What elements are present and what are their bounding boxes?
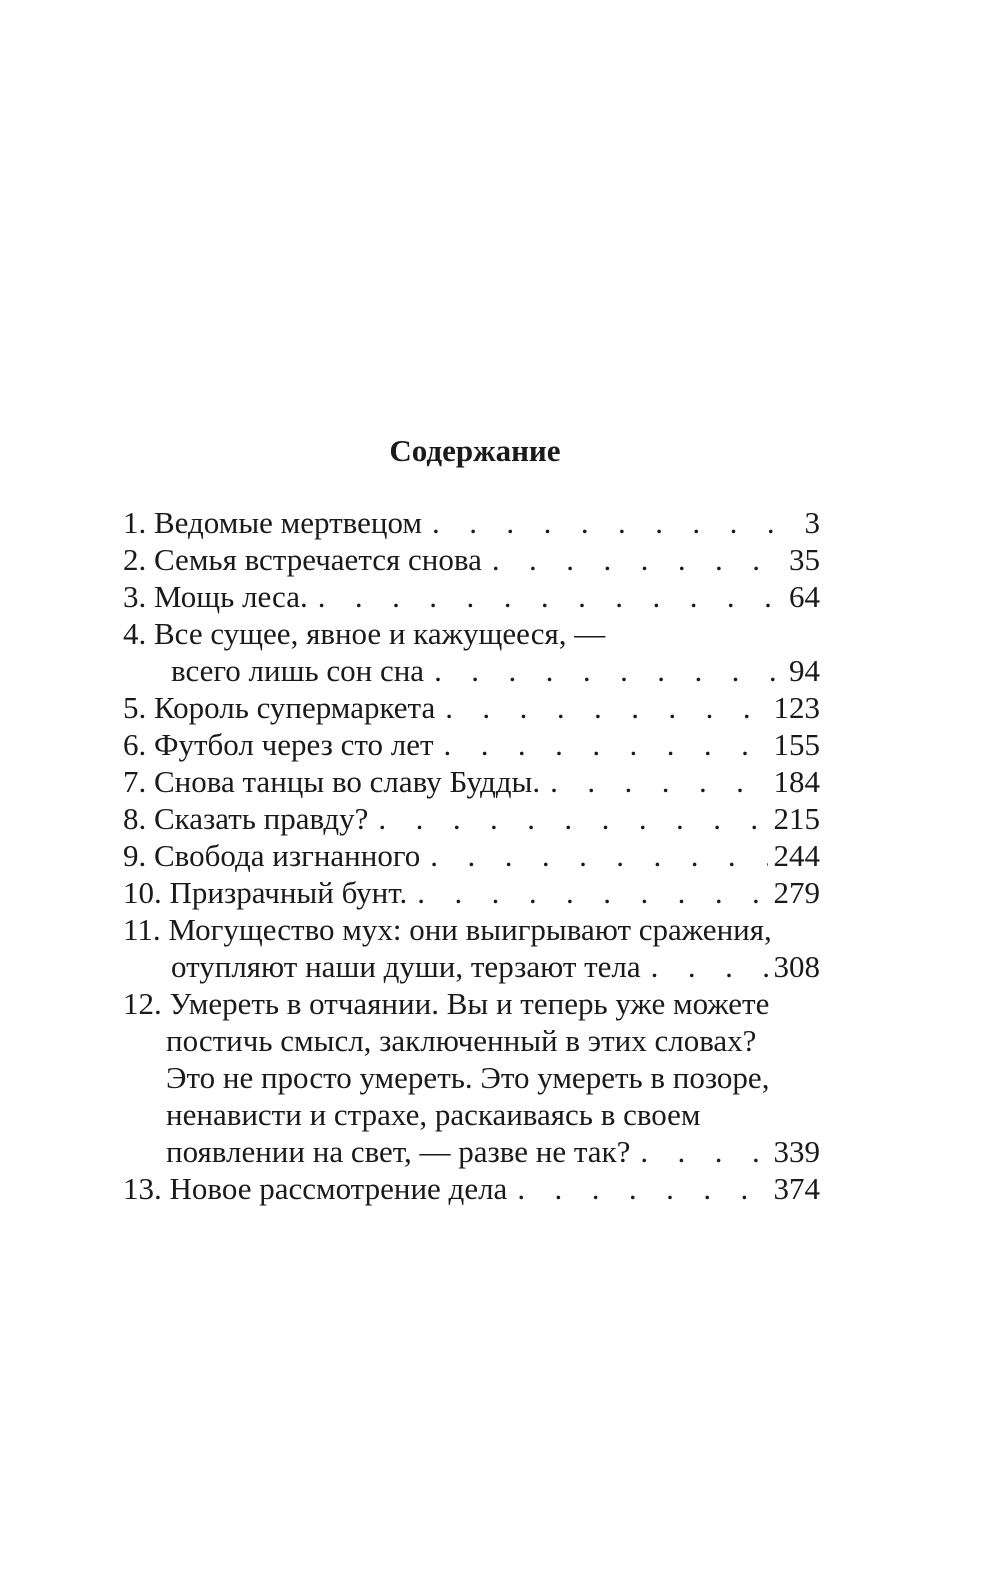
toc-entry-10 xyxy=(123,874,820,911)
toc-entry-12-continuation xyxy=(123,1133,820,1170)
toc-entry-page: 279 xyxy=(773,875,820,910)
dot-leader xyxy=(517,1170,767,1207)
toc-entry-title: 8. Сказать правду? xyxy=(123,801,369,836)
toc-entry-title: 12. Умереть в отчаянии. Вы и теперь уже можете xyxy=(123,986,770,1021)
toc-entry-8 xyxy=(123,800,820,837)
toc-entry-title: 10. Призрачный бунт. xyxy=(123,875,408,910)
toc-entry-3 xyxy=(123,578,820,615)
toc-entry-5 xyxy=(123,689,820,726)
toc-entry-7 xyxy=(123,763,820,800)
toc-entry-title-continuation: Это не просто умереть. Это умереть в позоре, xyxy=(166,1060,770,1095)
toc-entry-page: 3 xyxy=(804,505,820,540)
toc-entry-page: 374 xyxy=(773,1171,820,1206)
toc-entry-page: 35 xyxy=(789,542,820,577)
dot-leader xyxy=(318,578,783,615)
toc-entry-page: 64 xyxy=(789,579,820,614)
toc-entry-page: 155 xyxy=(773,727,820,762)
dot-leader xyxy=(550,763,767,800)
dot-leader xyxy=(417,874,767,911)
toc-entry-12-continuation xyxy=(123,1096,820,1133)
toc-entry-title-continuation: постичь смысл, заключенный в этих словах? xyxy=(166,1023,757,1058)
dot-leader xyxy=(432,504,798,541)
page-title: Содержание xyxy=(389,433,561,468)
toc-entry-title-continuation: отупляют наши души, терзают тела xyxy=(171,949,641,984)
toc-entry-title: 1. Ведомые мертвецом xyxy=(123,505,423,540)
toc-entry-title: 3. Мощь леса. xyxy=(123,579,308,614)
dot-leader xyxy=(445,689,767,726)
toc-entry-9 xyxy=(123,837,820,874)
toc-entry-12 xyxy=(123,985,820,1022)
toc-entry-1 xyxy=(123,504,820,541)
toc-entry-page: 94 xyxy=(789,653,820,688)
toc-entry-title: 11. Могущество мух: они выигрывают сражения, xyxy=(123,912,772,947)
toc-entry-11-continuation xyxy=(123,948,820,985)
toc-entry-title: 4. Все сущее, явное и кажущееся, — xyxy=(123,616,606,651)
toc-entry-title-continuation: ненависти и страхе, раскаиваясь в своем xyxy=(166,1097,701,1132)
toc-entry-title: 6. Футбол через сто лет xyxy=(123,727,434,762)
toc-entry-title: 7. Снова танцы во славу Будды. xyxy=(123,764,541,799)
dot-leader xyxy=(434,652,783,689)
toc-entry-page: 215 xyxy=(773,801,820,836)
dot-leader xyxy=(430,837,767,874)
toc-entry-title-continuation: всего лишь сон сна xyxy=(171,653,425,688)
toc-entry-4 xyxy=(123,615,820,652)
toc-entry-12-continuation xyxy=(123,1022,820,1059)
toc-entry-6 xyxy=(123,726,820,763)
toc-entry-title: 5. Король супермаркета xyxy=(123,690,436,725)
toc-entry-page: 123 xyxy=(773,690,820,725)
toc-entry-title: 9. Свобода изгнанного xyxy=(123,838,421,873)
toc-entry-title: 2. Семья встречается снова xyxy=(123,542,482,577)
dot-leader xyxy=(640,1133,767,1170)
toc-entry-title: 13. Новое рассмотрение дела xyxy=(123,1171,508,1206)
toc-entry-2 xyxy=(123,541,820,578)
toc-entry-page: 184 xyxy=(773,764,820,799)
dot-leader xyxy=(444,726,768,763)
table-of-contents xyxy=(123,504,820,1207)
toc-entry-12-continuation xyxy=(123,1059,820,1096)
toc-entry-page: 339 xyxy=(773,1134,820,1169)
toc-entry-11 xyxy=(123,911,820,948)
toc-entry-title-continuation: появлении на свет, — разве не так? xyxy=(166,1134,631,1169)
toc-entry-page: 308 xyxy=(773,949,820,984)
toc-entry-13 xyxy=(123,1170,820,1207)
dot-leader xyxy=(492,541,783,578)
toc-entry-page: 244 xyxy=(773,838,820,873)
dot-leader xyxy=(651,948,768,985)
toc-entry-4-continuation xyxy=(123,652,820,689)
dot-leader xyxy=(378,800,767,837)
